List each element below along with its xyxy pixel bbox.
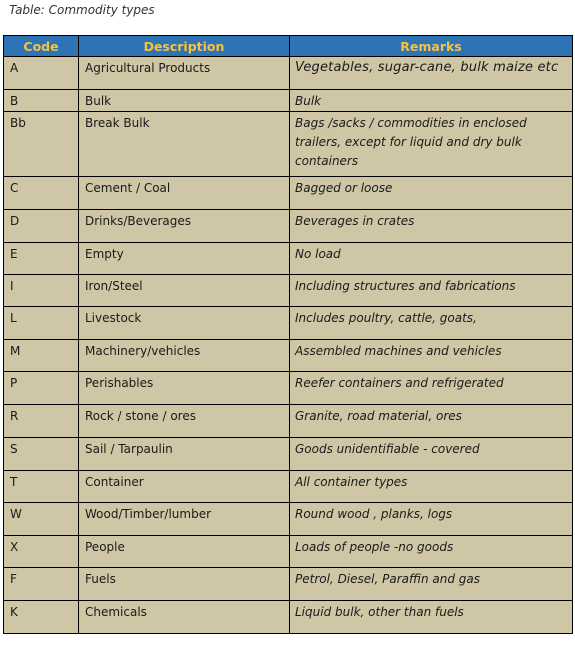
table-row — [4, 243, 573, 275]
cell-code: P — [4, 372, 79, 405]
cell-description: Fuels — [79, 568, 290, 601]
cell-remarks: Round wood , planks, logs — [290, 503, 573, 536]
table-row — [4, 405, 573, 438]
cell-description: Sail / Tarpaulin — [79, 438, 290, 471]
cell-remarks: Liquid bulk, other than fuels — [290, 601, 573, 634]
cell-remarks: Beverages in crates — [290, 210, 573, 243]
cell-code: A — [4, 57, 79, 90]
cell-remarks: Petrol, Diesel, Paraffin and gas — [290, 568, 573, 601]
cell-remarks: Granite, road material, ores — [290, 405, 573, 438]
header-description: Description — [79, 36, 290, 57]
cell-code: X — [4, 536, 79, 568]
cell-remarks: Goods unidentifiable - covered — [290, 438, 573, 471]
cell-description: Break Bulk — [79, 112, 290, 177]
cell-code: F — [4, 568, 79, 601]
cell-code: S — [4, 438, 79, 471]
cell-description: Livestock — [79, 307, 290, 340]
cell-description: Iron/Steel — [79, 275, 290, 307]
cell-description: Drinks/Beverages — [79, 210, 290, 243]
cell-remarks: Assembled machines and vehicles — [290, 340, 573, 372]
cell-code: I — [4, 275, 79, 307]
cell-description: Bulk — [79, 90, 290, 112]
cell-code: C — [4, 177, 79, 210]
cell-remarks: Includes poultry, cattle, goats, — [290, 307, 573, 340]
cell-code: M — [4, 340, 79, 372]
table-row — [4, 275, 573, 307]
cell-description: Empty — [79, 243, 290, 275]
table-row — [4, 536, 573, 568]
cell-description: People — [79, 536, 290, 568]
header-remarks: Remarks — [290, 36, 573, 57]
cell-remarks: Loads of people -no goods — [290, 536, 573, 568]
cell-remarks: All container types — [290, 471, 573, 503]
cell-code: B — [4, 90, 79, 112]
cell-remarks: Bagged or loose — [290, 177, 573, 210]
cell-remarks: Reefer containers and refrigerated — [290, 372, 573, 405]
cell-description: Perishables — [79, 372, 290, 405]
cell-code: R — [4, 405, 79, 438]
table-row — [4, 438, 573, 471]
table-row — [4, 112, 573, 177]
cell-description: Rock / stone / ores — [79, 405, 290, 438]
table-row — [4, 210, 573, 243]
cell-remarks: Including structures and fabrications — [290, 275, 573, 307]
table-row — [4, 372, 573, 405]
cell-code: K — [4, 601, 79, 634]
cell-code: W — [4, 503, 79, 536]
cell-code: D — [4, 210, 79, 243]
cell-code: L — [4, 307, 79, 340]
table-row — [4, 307, 573, 340]
cell-code: T — [4, 471, 79, 503]
cell-remarks: Vegetables, sugar-cane, bulk maize etc — [290, 57, 573, 90]
cell-description: Agricultural Products — [79, 57, 290, 90]
cell-description: Wood/Timber/lumber — [79, 503, 290, 536]
table-header-row — [4, 36, 573, 57]
cell-code: Bb — [4, 112, 79, 177]
table-row — [4, 568, 573, 601]
cell-description: Chemicals — [79, 601, 290, 634]
table-row — [4, 340, 573, 372]
table-row — [4, 177, 573, 210]
table-row — [4, 57, 573, 90]
cell-code: E — [4, 243, 79, 275]
cell-description: Container — [79, 471, 290, 503]
cell-remarks: Bulk — [290, 90, 573, 112]
cell-description: Machinery/vehicles — [79, 340, 290, 372]
commodity-types-table — [3, 35, 573, 634]
table-row — [4, 90, 573, 112]
table-row — [4, 601, 573, 634]
table-caption: Table: Commodity types — [9, 3, 155, 17]
cell-description: Cement / Coal — [79, 177, 290, 210]
header-code: Code — [4, 36, 79, 57]
table-row — [4, 503, 573, 536]
cell-remarks: No load — [290, 243, 573, 275]
cell-remarks: Bags /sacks / commodities in enclosed trailers, except for liquid and dry bulk containers — [290, 112, 573, 177]
table-row — [4, 471, 573, 503]
